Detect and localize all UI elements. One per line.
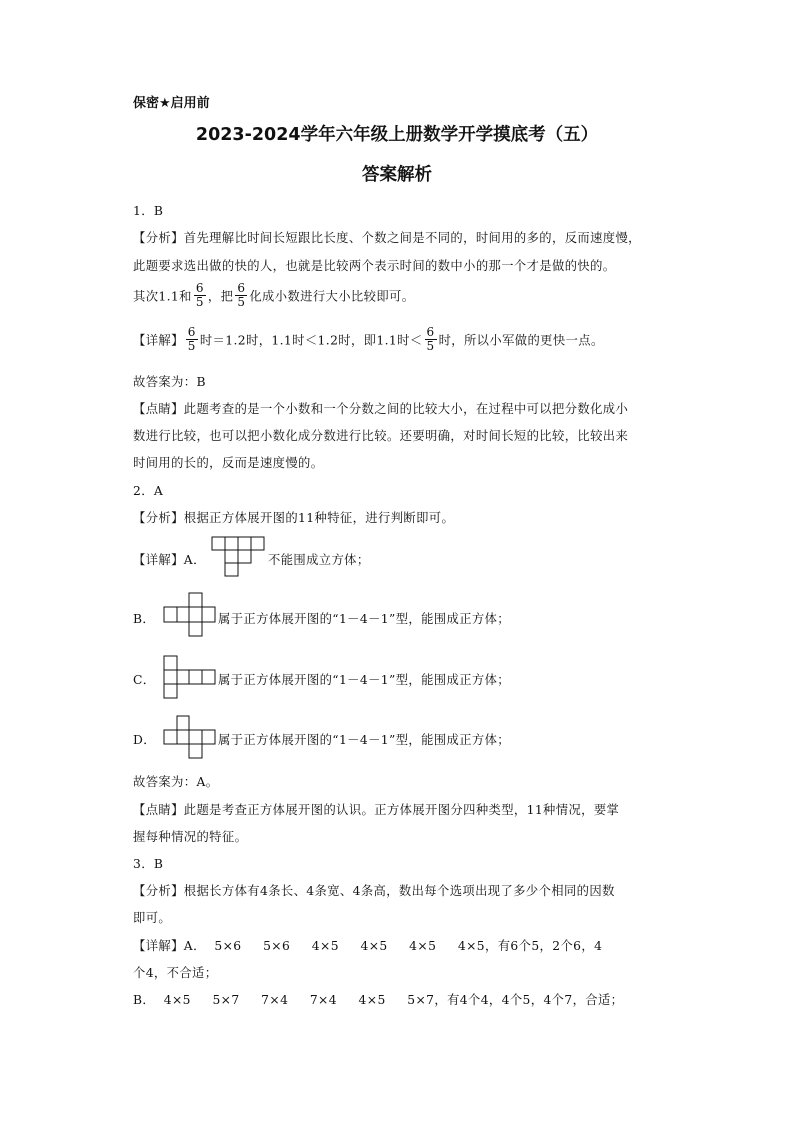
q1-comment-line1: 【点睛】此题考查的是一个小数和一个分数之间的比较大小，在过程中可以把分数化成小: [133, 402, 629, 416]
fraction-denominator: 5: [187, 339, 196, 353]
q2-option-d-text: 属于正方体展开图的“1－4－1”型，能围成正方体；: [218, 733, 510, 747]
q2-option-b-label: B．: [133, 612, 156, 626]
q2-option-d-label: D．: [133, 733, 156, 747]
q2-comment-line2: 握每种情况的特征。: [133, 830, 248, 844]
q1-analysis-line3: [133, 282, 414, 309]
cube-net-a-diagram: [211, 536, 265, 577]
q2-conclusion: 故答案为：A。: [133, 775, 219, 789]
classification-label: 保密★启用前: [133, 96, 210, 111]
q2-detail-a-label: 【详解】A．: [133, 553, 206, 567]
q1-analysis-line1: 【分析】首先理解比时间长短跟比长度、个数之间是不同的，时间用的多的，反而速度慢，: [133, 231, 641, 245]
q2-answer: 2．A: [133, 484, 164, 498]
q2-comment-line1: 【点睛】此题是考查正方体展开图的认识。正方体展开图分四种类型，11种情况，要掌: [133, 803, 620, 817]
q1-line3-part-b: ，把: [207, 289, 234, 304]
cube-net-b-diagram: [163, 592, 217, 638]
fraction-denominator: 5: [195, 295, 204, 309]
q3-detail-line3: B． 4×5 5×7 7×4 7×4 4×5 5×7，有4个4，4个5，4个7，合适；: [133, 993, 624, 1007]
q1-line3-part-c: 化成小数进行大小比较即可。: [249, 289, 415, 304]
q2-option-c-text: 属于正方体展开图的“1－4－1”型，能围成正方体；: [218, 673, 510, 687]
q3-analysis-line2: 即可。: [133, 911, 172, 925]
q1-analysis-line2: 此题要求选出做的快的人，也就是比较两个表示时间的数中小的那一个才是做的快的。: [133, 259, 616, 273]
q3-answer: 3．B: [133, 857, 164, 871]
fraction-six-fifths: [186, 326, 198, 353]
fraction-numerator: 6: [426, 325, 435, 339]
q1-comment-line3: 时间用的长的，反而是速度慢的。: [133, 456, 324, 470]
page-title: 2023-2024学年六年级上册数学开学摸底考（五）: [195, 125, 599, 145]
q3-analysis-line1: 【分析】根据长方体有4条长、4条宽、4条高，数出每个选项出现了多少个相同的因数: [133, 884, 615, 898]
fraction-six-fifths: [194, 282, 206, 309]
q2-detail-a-text: 不能围成立方体；: [268, 553, 370, 567]
q2-analysis: 【分析】根据正方体展开图的11种特征，进行判断即可。: [133, 511, 455, 525]
cube-net-c-diagram: [163, 655, 217, 700]
fraction-denominator: 5: [426, 339, 435, 353]
q1-comment-line2: 数进行比较，也可以把小数化成分数进行比较。还要明确，对时间长短的比较，比较出来: [133, 429, 629, 443]
fraction-numerator: 6: [187, 325, 196, 339]
q3-detail-line2: 个4，不合适；: [133, 966, 218, 980]
fraction-numerator: 6: [237, 281, 246, 295]
q1-detail: [133, 326, 604, 353]
cube-net-d-diagram: [163, 715, 217, 760]
fraction-numerator: 6: [195, 281, 204, 295]
page-subtitle: 答案解析: [362, 165, 432, 185]
q3-detail-line1: 【详解】A． 5×6 5×6 4×5 4×5 4×5 4×5，有6个5，2个6，4: [133, 939, 603, 953]
fraction-denominator: 5: [237, 295, 246, 309]
q1-line3-part-a: 其次1.1和: [133, 289, 192, 304]
q2-option-b-text: 属于正方体展开图的“1－4－1”型，能围成正方体；: [218, 612, 510, 626]
q1-detail-part-a: 【详解】: [133, 333, 184, 348]
fraction-six-fifths: [425, 326, 437, 353]
q2-option-c-label: C．: [133, 673, 156, 687]
q1-conclusion: 故答案为：B: [133, 375, 206, 389]
q1-detail-part-b: 时＝1.2时，1.1时＜1.2时，即1.1时＜: [199, 333, 423, 348]
q1-answer: 1．B: [133, 204, 164, 218]
q1-detail-part-c: 时，所以小军做的更快一点。: [438, 333, 604, 348]
fraction-six-fifths: [235, 282, 247, 309]
